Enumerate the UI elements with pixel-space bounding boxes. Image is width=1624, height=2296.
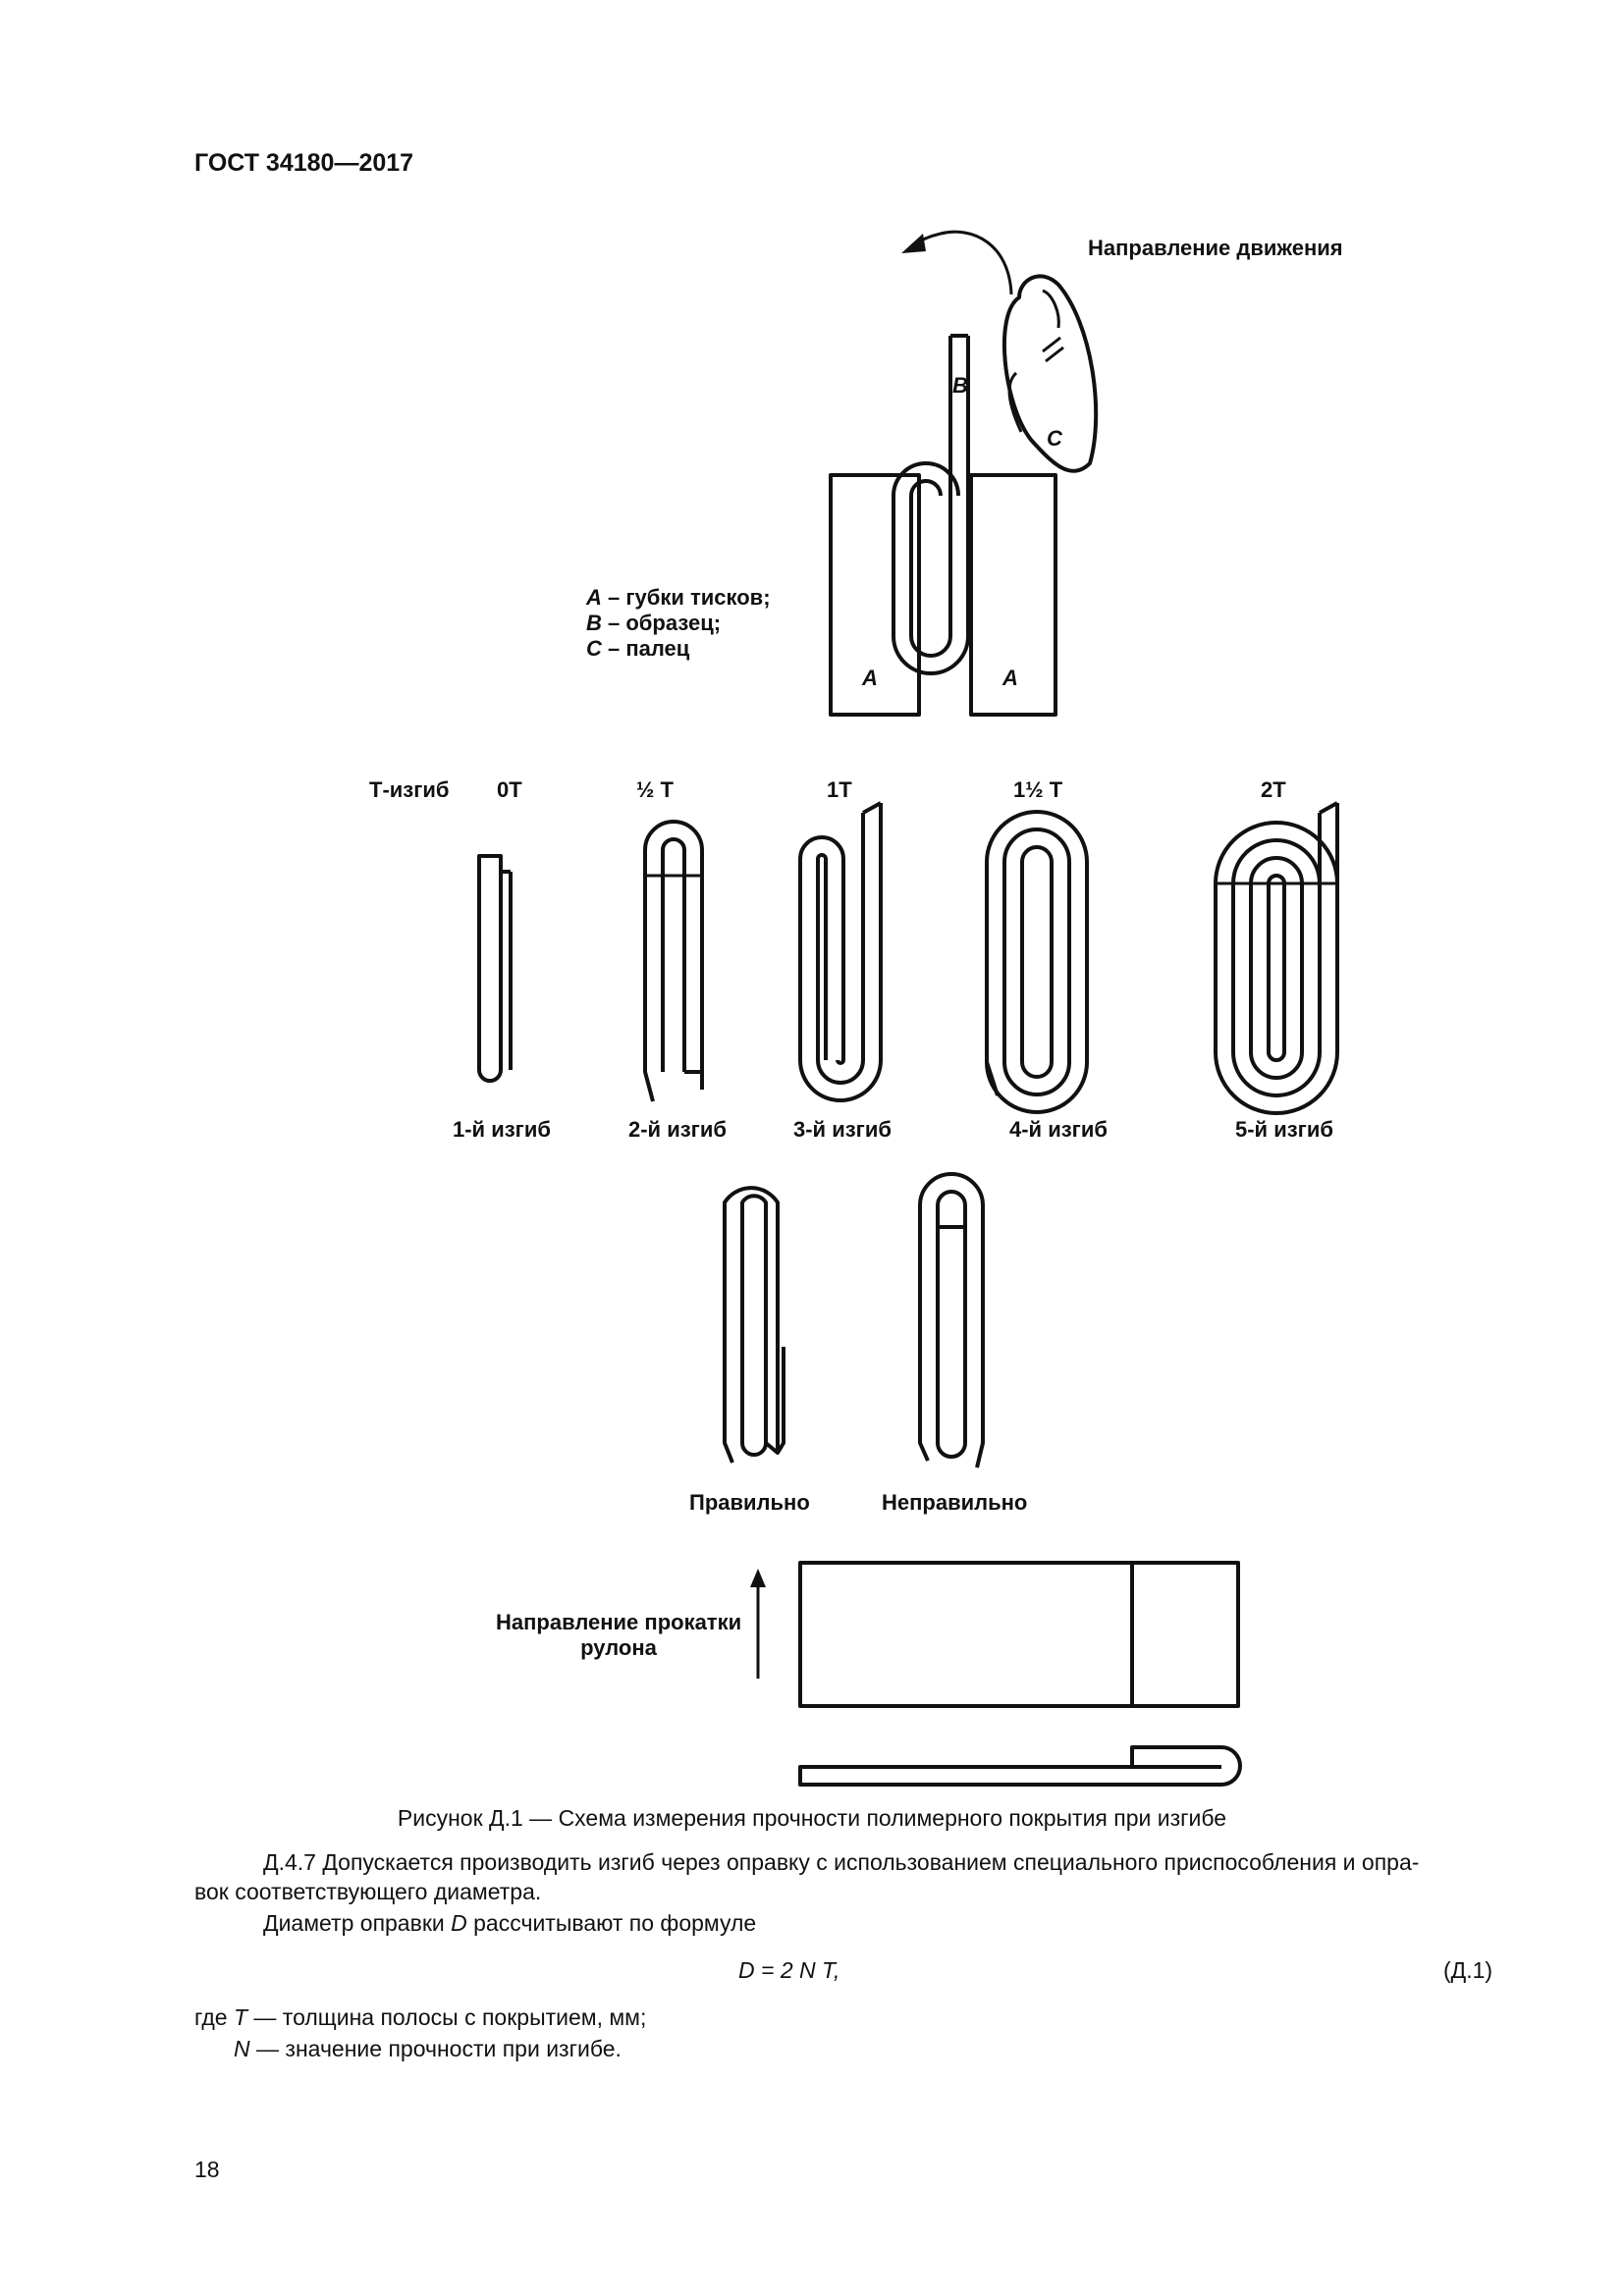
paragraph-d47-line1: Д.4.7 Допускается производить изгиб через оправку с использованием специального приспособления и опра- bbox=[263, 1849, 1420, 1875]
direction-arrow bbox=[911, 232, 1011, 294]
direction-arrowhead bbox=[901, 234, 926, 253]
rolling-strip bbox=[750, 1563, 1240, 1785]
formula: D = 2 N T, bbox=[738, 1957, 840, 1983]
tbend-header-2t: 2Т bbox=[1261, 777, 1286, 802]
letter-c: C bbox=[1047, 426, 1062, 451]
legend-item-a: A – губки тисков; bbox=[586, 585, 771, 610]
formula-number: (Д.1) bbox=[1443, 1957, 1493, 1983]
tbend-half-t bbox=[645, 822, 702, 1101]
tbend-header-1-5t: 1½ Т bbox=[1013, 777, 1063, 802]
paragraph-diameter: Диаметр оправки D рассчитывают по формуле bbox=[263, 1910, 757, 1936]
label-incorrect: Неправильно bbox=[882, 1490, 1028, 1515]
where-t-line: где T — толщина полосы с покрытием, мм; bbox=[194, 2004, 647, 2030]
fold-incorrect bbox=[920, 1174, 983, 1468]
tbend-1t bbox=[800, 803, 881, 1100]
letter-a-right: A bbox=[1002, 666, 1018, 690]
tbend-2t bbox=[1216, 803, 1337, 1113]
legend-item-b: B – образец; bbox=[586, 611, 722, 635]
bend-label-2: 2-й изгиб bbox=[628, 1117, 727, 1142]
figure-legend bbox=[586, 585, 771, 662]
page-number: 18 bbox=[194, 2157, 220, 2182]
bend-label-4: 4-й изгиб bbox=[1009, 1117, 1108, 1142]
where-n-line: N — значение прочности при изгибе. bbox=[234, 2036, 622, 2061]
tbend-header-1t: 1Т bbox=[827, 777, 852, 802]
tbend-row-label: Т-изгиб bbox=[369, 777, 450, 802]
fold-correct bbox=[725, 1188, 784, 1463]
bend-label-3: 3-й изгиб bbox=[793, 1117, 892, 1142]
bend-label-1: 1-й изгиб bbox=[453, 1117, 551, 1142]
figure-caption: Рисунок Д.1 — Схема измерения прочности полимерного покрытия при изгибе bbox=[397, 1805, 1227, 1831]
tbend-header-0t: 0Т bbox=[497, 777, 522, 802]
label-correct: Правильно bbox=[689, 1490, 810, 1515]
tbend-0t bbox=[479, 856, 511, 1081]
letter-a-left: A bbox=[862, 666, 878, 690]
tbend-header-half: ½ Т bbox=[636, 777, 674, 802]
rolling-direction-label: Направление прокатки рулона bbox=[496, 1610, 742, 1660]
document-header: ГОСТ 34180—2017 bbox=[194, 149, 414, 177]
bend-label-5: 5-й изгиб bbox=[1235, 1117, 1333, 1142]
letter-b: B bbox=[952, 373, 968, 398]
tbend-1-5t bbox=[987, 812, 1087, 1112]
legend-item-c: C – палец bbox=[586, 636, 690, 661]
direction-label: Направление движения bbox=[1088, 236, 1343, 260]
vise-assembly bbox=[831, 232, 1096, 715]
paragraph-d47-line2: вок соответствующего диаметра. bbox=[194, 1879, 542, 1904]
